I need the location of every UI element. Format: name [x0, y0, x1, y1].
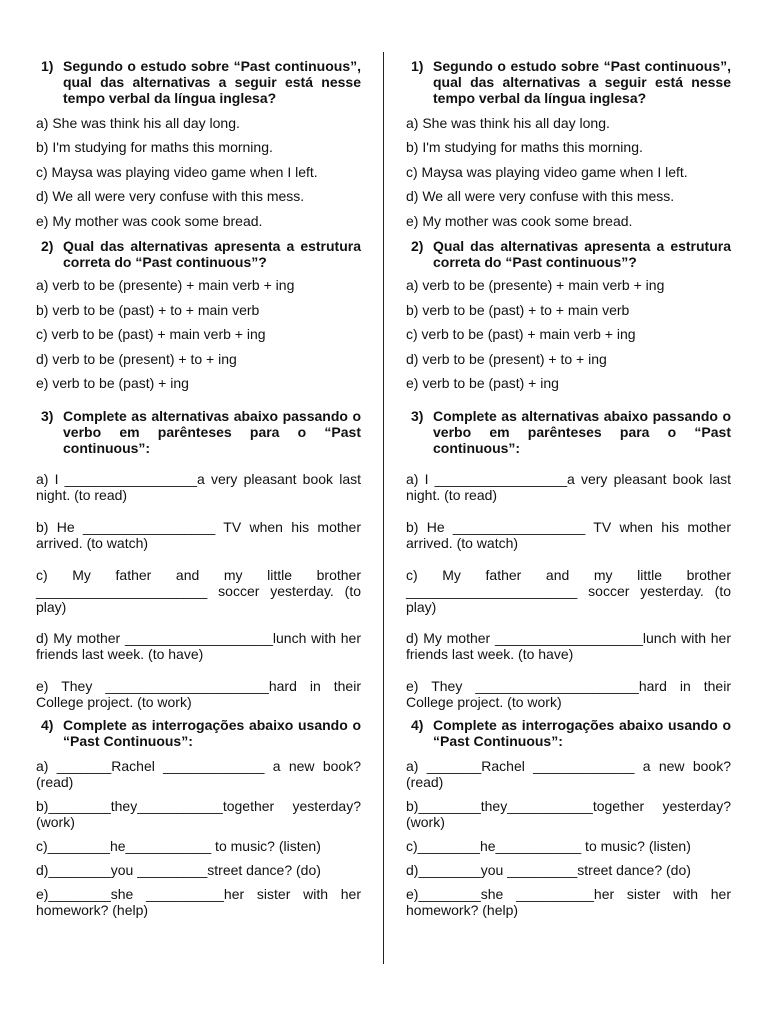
question-1 [36, 58, 361, 106]
option-d: d) verb to be (present) + to + ing [406, 351, 607, 367]
option-e: e) verb to be (past) + ing [406, 375, 559, 391]
question-text: Qual das alternativas apresenta a estrutura correta do “Past continuous”? [63, 238, 361, 270]
option-b: b) verb to be (past) + to + main verb [36, 302, 260, 318]
fill-item-d: d) My mother ___________________lunch with her friends last week. (to have) [36, 630, 361, 662]
interrogation-item-d: d)________you _________street dance? (do) [36, 862, 321, 878]
question-number: 2) [41, 238, 54, 254]
question-4 [36, 717, 361, 749]
interrogation-item-c: c)________he___________ to music? (listen) [36, 838, 321, 854]
interrogation-item-e: e)________she __________her sister with her homework? (help) [36, 886, 361, 918]
interrogation-item-c: c)________he___________ to music? (listen) [406, 838, 691, 854]
fill-item-e: e) They _____________________hard in their College project. (to work) [36, 678, 361, 710]
interrogation-item-a: a) _______Rachel _____________ a new book? (read) [36, 758, 361, 790]
question-text: Qual das alternativas apresenta a estrutura correta do “Past continuous”? [433, 238, 731, 270]
question-number: 2) [411, 238, 424, 254]
option-c: c) verb to be (past) + main verb + ing [406, 326, 636, 342]
fill-item-b: b) He _________________ TV when his mother arrived. (to watch) [36, 519, 361, 551]
question-number: 3) [411, 408, 424, 424]
fill-item-c: c) My father and my little brother ______________________ soccer yesterday. (to play) [406, 567, 731, 615]
question-text: Segundo o estudo sobre “Past continuous”, qual das alternativas a seguir está nesse tempo verbal da língua inglesa? [433, 58, 731, 106]
question-2 [36, 238, 361, 270]
fill-item-b: b) He _________________ TV when his mother arrived. (to watch) [406, 519, 731, 551]
question-number: 1) [41, 58, 54, 74]
question-text: Complete as interrogações abaixo usando o “Past Continuous”: [433, 717, 731, 749]
fill-item-c: c) My father and my little brother ______________________ soccer yesterday. (to play) [36, 567, 361, 615]
question-1 [406, 58, 731, 106]
option-c: c) verb to be (past) + main verb + ing [36, 326, 266, 342]
fill-item-a: a) I _________________a very pleasant book last night. (to read) [36, 471, 361, 503]
option-a: a) She was think his all day long. [406, 115, 610, 131]
option-b: b) I'm studying for maths this morning. [406, 139, 643, 155]
question-number: 1) [411, 58, 424, 74]
question-number: 4) [411, 717, 424, 733]
option-d: d) We all were very confuse with this mess. [36, 188, 305, 204]
option-e: e) My mother was cook some bread. [406, 213, 633, 229]
question-text: Complete as alternativas abaixo passando o verbo em parênteses para o “Past continuous”: [433, 408, 731, 456]
interrogation-item-b: b)________they___________together yesterday? (work) [406, 798, 731, 830]
question-2 [406, 238, 731, 270]
option-b: b) I'm studying for maths this morning. [36, 139, 273, 155]
question-number: 4) [41, 717, 54, 733]
fill-item-d: d) My mother ___________________lunch with her friends last week. (to have) [406, 630, 731, 662]
fill-item-e: e) They _____________________hard in their College project. (to work) [406, 678, 731, 710]
option-d: d) verb to be (present) + to + ing [36, 351, 237, 367]
column-divider [383, 52, 384, 964]
question-4 [406, 717, 731, 749]
option-e: e) verb to be (past) + ing [36, 375, 189, 391]
interrogation-item-d: d)________you _________street dance? (do) [406, 862, 691, 878]
option-a: a) She was think his all day long. [36, 115, 240, 131]
option-c: c) Maysa was playing video game when I left. [36, 164, 318, 180]
question-text: Complete as interrogações abaixo usando o “Past Continuous”: [63, 717, 361, 749]
question-text: Complete as alternativas abaixo passando o verbo em parênteses para o “Past continuous”: [63, 408, 361, 456]
interrogation-item-e: e)________she __________her sister with her homework? (help) [406, 886, 731, 918]
option-e: e) My mother was cook some bread. [36, 213, 263, 229]
option-c: c) Maysa was playing video game when I left. [406, 164, 688, 180]
option-a: a) verb to be (presente) + main verb + ing [36, 277, 295, 293]
question-3 [36, 408, 361, 456]
question-3 [406, 408, 731, 456]
option-b: b) verb to be (past) + to + main verb [406, 302, 630, 318]
question-number: 3) [41, 408, 54, 424]
question-text: Segundo o estudo sobre “Past continuous”, qual das alternativas a seguir está nesse tempo verbal da língua inglesa? [63, 58, 361, 106]
fill-item-a: a) I _________________a very pleasant book last night. (to read) [406, 471, 731, 503]
interrogation-item-a: a) _______Rachel _____________ a new book? (read) [406, 758, 731, 790]
interrogation-item-b: b)________they___________together yesterday? (work) [36, 798, 361, 830]
option-d: d) We all were very confuse with this mess. [406, 188, 675, 204]
option-a: a) verb to be (presente) + main verb + ing [406, 277, 665, 293]
